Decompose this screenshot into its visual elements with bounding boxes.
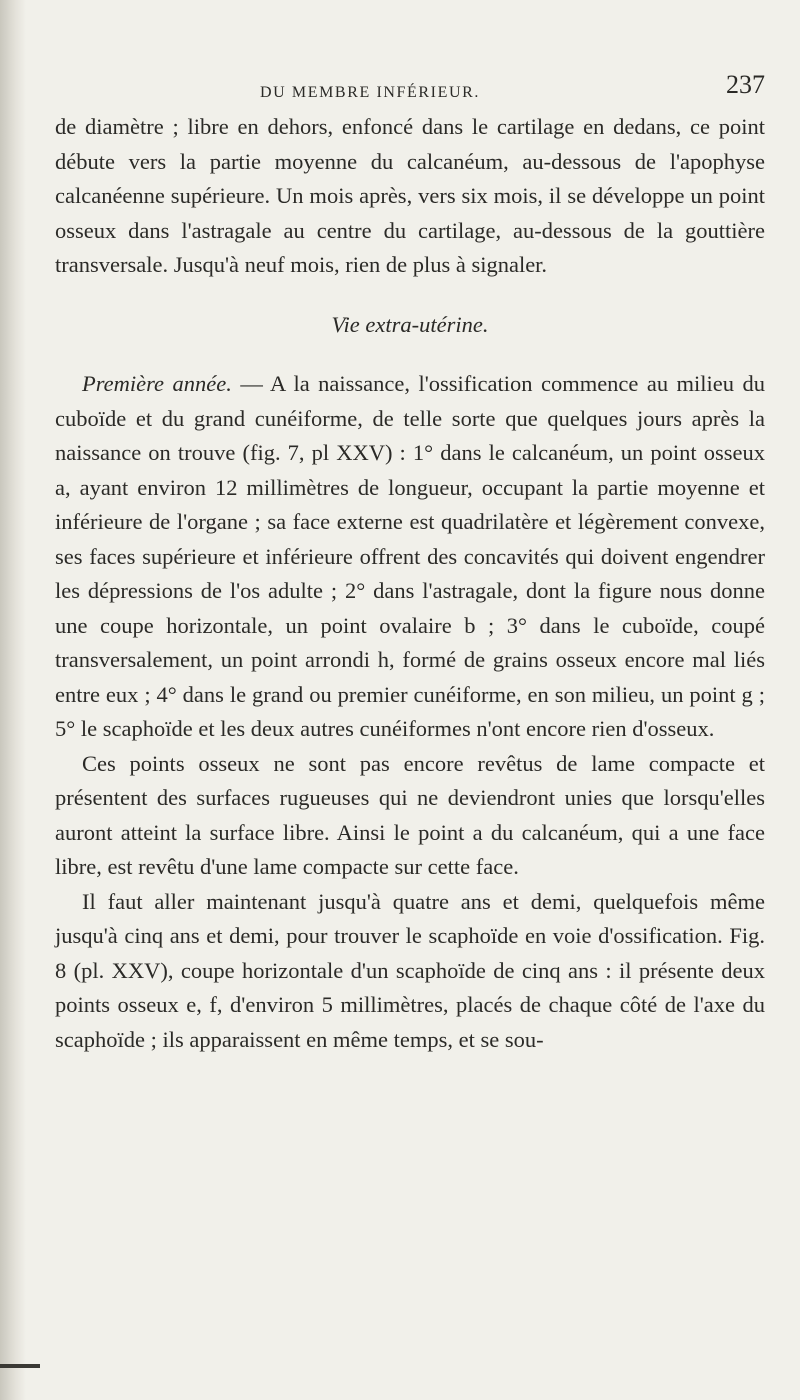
running-head-title: DU MEMBRE INFÉRIEUR.	[260, 84, 481, 101]
scan-edge-mark	[0, 1364, 40, 1368]
section-heading: Vie extra-utérine.	[331, 311, 489, 337]
book-page	[55, 70, 765, 1057]
paragraph-body: — A la naissance, l'ossification commence au milieu du cuboïde et du grand cunéiforme, de telle sorte que quelques jours après la naissance on trouve (fig. 7, pl XXV) : 1° dans le calcanéum, un point osseux a, ayant environ 12 millimètres de longueur, occupant la partie moyenne et inférieure de l'organe ; sa face externe est quadrilatère et légèrement convexe, ses faces supérieure et inférieure offrent des concavités qui doivent engendrer les dépressions de l'os adulte ; 2° dans l'astragale, dont la figure nous donne une coupe horizontale, un point ovalaire b ; 3° dans le cuboïde, coupé transversalement, un point arrondi h, formé de grains osseux encore mal liés entre eux ; 4° dans le grand ou premier cunéiforme, en son milieu, un point g ; 5° le scaphoïde et les deux autres cunéiformes n'ont encore rien d'osseux.	[55, 371, 765, 741]
page-number: 237	[726, 70, 765, 99]
paragraph-points-osseux: Ces points osseux ne sont pas encore revêtus de lame compacte et présentent des surfaces rugueuses qui ne deviendront unies que lorsqu'elles auront atteint la surface libre. Ainsi le point a du calcanéum, qui a une face libre, est revêtu d'une lame compacte sur cette face.	[55, 750, 765, 879]
page-gutter-shadow	[0, 0, 26, 1400]
paragraph-lead: Première année.	[82, 371, 232, 396]
paragraph-continued: de diamètre ; libre en dehors, enfoncé dans le cartilage en dedans, ce point débute vers la partie moyenne du calcanéum, au-dessous de l'apophyse calcanéenne supérieure. Un mois après, vers six mois, il se développe un point osseux dans l'astragale au centre du cartilage, au-dessous de la gouttière transversale. Jusqu'à neuf mois, rien de plus à signaler.	[55, 114, 765, 277]
running-head	[55, 70, 765, 110]
paragraph-scaphoide: Il faut aller maintenant jusqu'à quatre ans et demi, quelquefois même jusqu'à cinq ans et demi, pour trouver le scaphoïde en voie d'ossification. Fig. 8 (pl. XXV), coupe horizontale d'un scaphoïde de cinq ans : il présente deux points osseux e, f, d'environ 5 millimètres, placés de chaque côté de l'axe du scaphoïde ; ils apparaissent en même temps, et se sou-	[55, 888, 765, 1052]
paragraph-premiere-annee	[55, 367, 765, 747]
